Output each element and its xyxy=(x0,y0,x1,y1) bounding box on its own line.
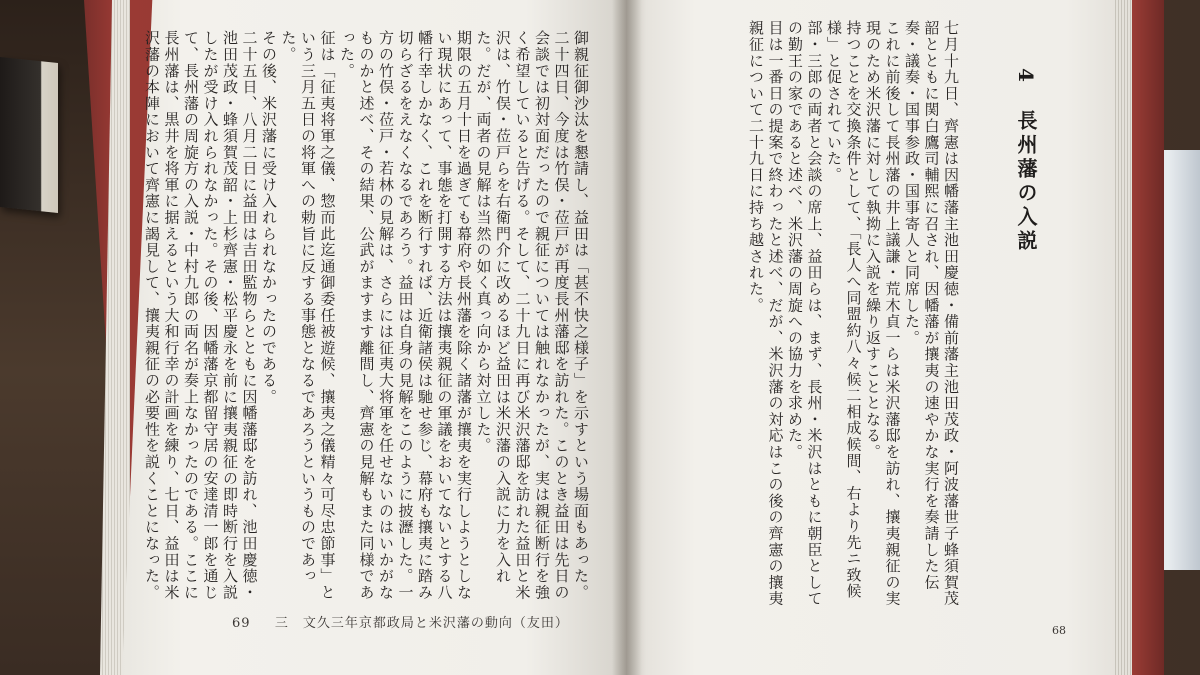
paragraph: 部・三郎の両者と会談の席上、益田らは、まず、長州・米沢はともに朝臣としての勤王の家であると述べ、米沢藩の周旋への協力を求めた。 xyxy=(786,20,824,607)
page-number: 69 xyxy=(232,616,251,631)
page-number-right: 68 xyxy=(1052,624,1066,637)
paragraph: 持つことを交換条件として、「長人へ同盟約八々候二相成候間、右より先ニ致候様」と促されていた。 xyxy=(825,20,863,600)
book-gutter xyxy=(612,0,642,675)
footer-title: 三 文久三年京都政局と米沢藩の動向（友田） xyxy=(274,616,569,631)
right-page-body xyxy=(660,20,960,610)
section-heading: 4 長州藩の入説 xyxy=(1014,68,1038,254)
paragraph: これに前後して長州藩の井上議謙・荒木貞一らは米沢藩邸を訪れ、攘夷親征の実現のため米沢藩に対して執拗に入説を繰り返すこととなる。 xyxy=(864,20,902,607)
paragraph: 期限の五月十日を過ぎても幕府や長州藩を除く諸藩が攘夷を実行しようとしない現状にあって、事態を打開する方法は攘夷親征の軍議をおいてないとする八幡行幸しかなく、これを断行すれば、近衛諸侯は馳せ参じ、幕府も攘夷に踏み切らざるをえなくなるであろう。益田は自身の見解をこのように披瀝した。一方の竹俣・莅戸・若林の見解は、さらには征夷大将軍を任せないのはいかがなものかと述べ、その結果、公武がますます離間し、齊憲の見解もまた同様であった。 xyxy=(338,30,473,601)
left-page-body xyxy=(143,30,590,605)
paragraph: 征は「征夷将軍之儀、惣而此迄通御委任被遊候、攘夷之儀精々可尽忠節事」という三月五日の将軍への勅旨に反する事態となるであろうというものであった。 xyxy=(279,30,337,601)
paragraph: 二十四日、今度は竹俣・莅戸が再度長州藩邸を訪れた。このとき益田は先日の会談では初対面だったので親征については触れなかったが、実は親征断行を強く希望していると告げる。そして、二十九日に再び米沢藩邸を訪れた益田と米沢は、竹俣・莅戸らを右衛門介に改めるほど益田は米沢藩の入説に力を入れた。だが、両者の見解は当然の如く真っ向から対立した。 xyxy=(474,30,571,601)
paragraph: 御親征御沙汰を懇請し、益田は「甚不快之様子」を示すという場面もあった。 xyxy=(572,30,590,601)
paragraph: その後、米沢藩に受け入れられなかったのである。 xyxy=(260,30,278,405)
background-book xyxy=(0,57,58,213)
paragraph: 二十五日、八月二日に益田は吉田監物らとともに因幡藩邸を訪れ、池田慶徳・池田茂政・蜂須賀茂韶・上杉齊憲・松平慶永を前に攘夷親征の即時断行を入説したが受け入れられなかった。その後、因幡藩京都留守居の安達清一郎を通じて、長州藩の周旋方の入説・中村九郎の両名が奏上なかったのである。ここに長州藩は、黒井を将軍に据えるという大和行幸の計画を練り、七日、益田は米沢藩の本陣において齊憲に謁見して、攘夷親征の必要性を説くことになった。 xyxy=(143,30,259,601)
paragraph: 目は一番日の提案で終わったと述べ、だが、米沢藩の対応はこの後の齊憲の攘夷親征について二十九日に持ち越された。 xyxy=(747,20,785,607)
paragraph: 七月十九日、齊憲は因幡藩主池田慶徳・備前藩主池田茂政・阿波藩世子蜂須賀茂韶とともに関白鷹司輔熙に召され、因幡藩が攘夷の速やかな実行を奏請した伝奏・議奏・国事参政・国事寄人と同席した。 xyxy=(903,20,960,607)
running-footer xyxy=(232,612,569,631)
